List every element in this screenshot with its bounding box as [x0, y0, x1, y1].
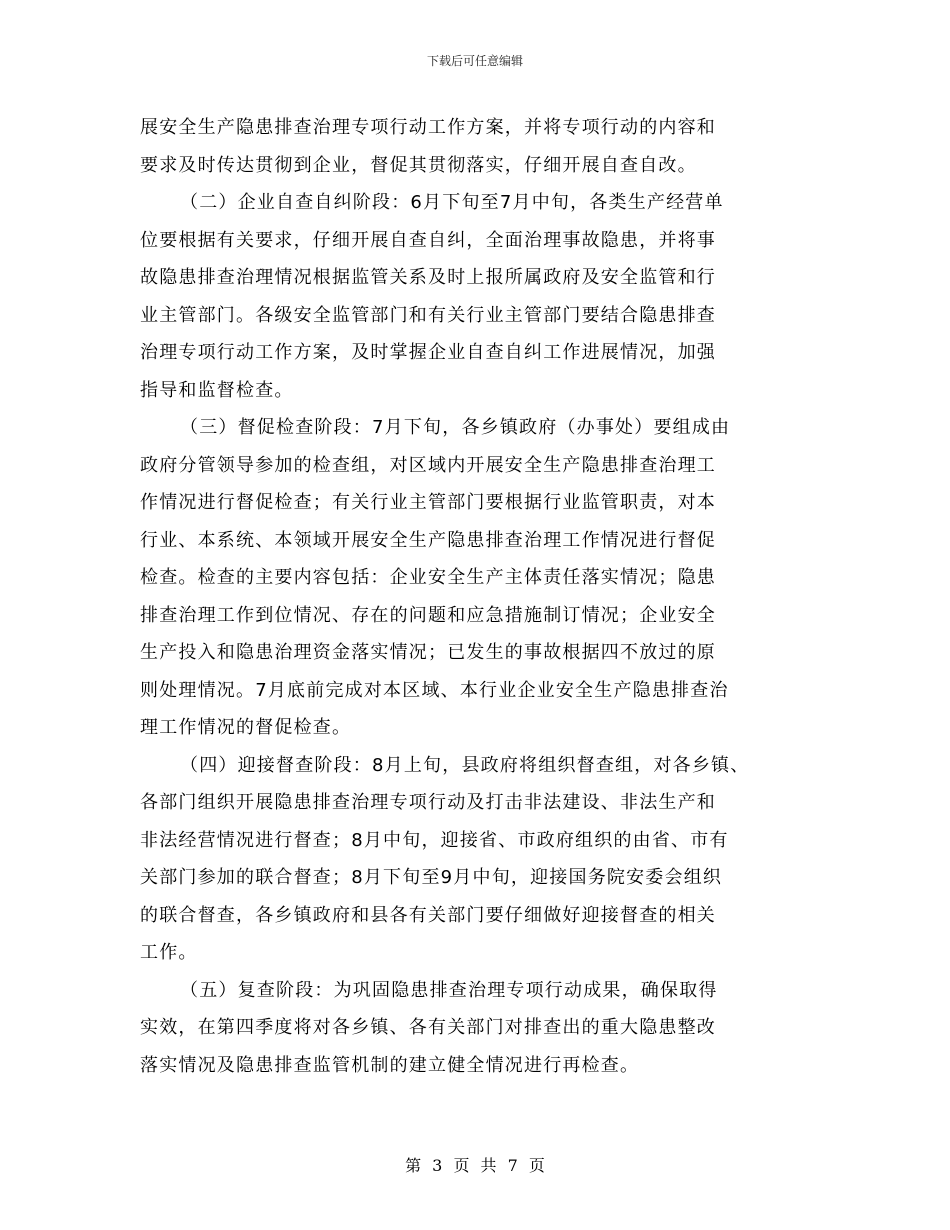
- section-2-heading-line: （二）企业自查自纠阶段：6月下旬至7月中旬，各类生产经营单: [180, 192, 724, 213]
- section-5-heading-line: （五）复查阶段：为巩固隐患排查治理专项行动成果，确保取得: [180, 979, 718, 1001]
- section-4-heading-line: （四）迎接督查阶段：8月上旬，县政府将组织督查组，对各乡镇、: [180, 754, 750, 776]
- text-line: 检查。检查的主要内容包括：企业安全生产主体责任落实情况；隐患: [140, 567, 716, 588]
- text-line: 政府分管领导参加的检查组，对区域内开展安全生产隐患排查治理工: [140, 454, 716, 476]
- text-line: 故隐患排查治理情况根据监管关系及时上报所属政府及安全监管和行: [140, 267, 716, 288]
- text-line: 的联合督查，各乡镇政府和县各有关部门要仔细做好迎接督查的相关: [140, 904, 716, 926]
- text-line: 关部门参加的联合督查；8月下旬至9月中旬，迎接国务院安委会组织: [140, 867, 723, 888]
- text-line: 各部门组织开展隐患排查治理专项行动及打击非法建设、非法生产和: [140, 792, 716, 813]
- page-number-footer: 第 3 页 共 7 页: [405, 1156, 545, 1175]
- text-line: 指导和监督检查。: [140, 379, 294, 401]
- text-line: 落实情况及隐患排查监管机制的建立健全情况进行再检查。: [140, 1054, 640, 1076]
- text-line: 要求及时传达贯彻到企业，督促其贯彻落实，仔细开展自查自改。: [140, 154, 697, 176]
- text-line: 位要根据有关要求，仔细开展自查自纠，全面治理事故隐患，并将事: [140, 229, 716, 251]
- text-line: 理工作情况的督促检查。: [140, 717, 352, 738]
- header-note: 下载后可任意编辑: [426, 54, 523, 68]
- text-line: 作情况进行督促检查；有关行业主管部门要根据行业监管职责，对本: [140, 492, 716, 513]
- text-line: 则处理情况。7月底前完成对本区域、本行业企业安全生产隐患排查治: [140, 679, 729, 701]
- text-line: 业主管部门。各级安全监管部门和有关行业主管部门要结合隐患排查: [140, 304, 716, 326]
- text-line: 排查治理工作到位情况、存在的问题和应急措施制订情况；企业安全: [140, 604, 716, 626]
- text-line: 行业、本系统、本领域开展安全生产隐患排查治理工作情况进行督促: [140, 529, 716, 551]
- text-line: 实效，在第四季度将对各乡镇、各有关部门对排查出的重大隐患整改: [140, 1017, 716, 1038]
- document-body: [140, 109, 830, 1084]
- text-line: 工作。: [140, 942, 198, 963]
- text-line: 治理专项行动工作方案，及时掌握企业自查自纠工作进展情况，加强: [140, 342, 716, 363]
- section-3-heading-line: （三）督促检查阶段：7月下旬，各乡镇政府（办事处）要组成由: [180, 417, 731, 438]
- text-line: 非法经营情况进行督查；8月中旬，迎接省、市政府组织的由省、市有: [140, 829, 729, 851]
- text-line: 生产投入和隐患治理资金落实情况；已发生的事故根据四不放过的原: [140, 642, 716, 663]
- text-line: 展安全生产隐患排查治理专项行动工作方案，并将专项行动的内容和: [140, 117, 716, 138]
